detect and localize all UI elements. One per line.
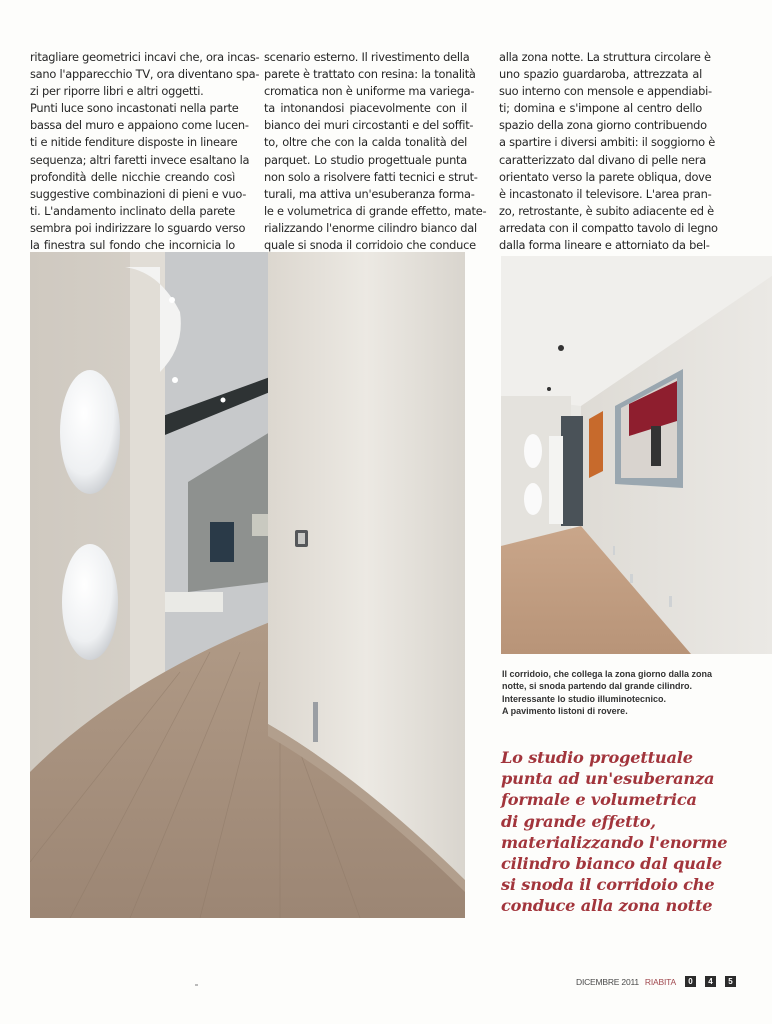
side-corridor-illustration xyxy=(501,256,772,654)
side-corridor-photo xyxy=(501,256,772,654)
article-line: turali, ma attiva un'esuberanza forma- xyxy=(264,186,475,201)
article-column-2 xyxy=(264,49,487,254)
article-line: non solo a risolvere fatti tecnici e strut- xyxy=(264,169,478,184)
article-line: caratterizzato dal divano di pelle nera xyxy=(499,152,706,167)
article-line: le e volumetrica di grande effetto, mate- xyxy=(264,203,487,218)
article-line: ti; domina e s'impone al centro dello xyxy=(499,101,702,116)
magazine-brand: RIABITA xyxy=(644,976,676,987)
article-line: parquet. Lo studio progettuale punta xyxy=(264,152,467,167)
main-corridor-illustration xyxy=(30,252,465,918)
article-line: ta intonandosi piacevolmente con il xyxy=(264,101,467,116)
pull-quote-line: conduce alla zona notte xyxy=(501,896,713,916)
caption-line: notte, si snoda partendo dal grande cilindro. xyxy=(502,681,693,692)
caption-line: Interessante lo studio illuminotecnico. xyxy=(502,693,667,704)
article-line: Punti luce sono incastonati nella parte xyxy=(30,101,239,116)
article-line: suo interno con mensole e appendiabi- xyxy=(499,84,712,99)
pull-quote-line: formale e volumetrica xyxy=(501,790,697,810)
article-line: sequenza; altri faretti invece esaltano la xyxy=(30,152,250,167)
article-line: scenario esterno. Il rivestimento della xyxy=(264,50,470,64)
article-line: ritagliare geometrici incavi che, ora incas- xyxy=(30,50,260,64)
article-line: profondità delle nicchie creando così xyxy=(30,169,235,184)
pull-quote-line: cilindro bianco dal quale xyxy=(501,854,722,874)
article-line: cromatica non è uniforme ma variega- xyxy=(264,84,475,99)
issue-date: DICEMBRE 2011 xyxy=(576,976,639,987)
article-line: orientato verso la parete obliqua, dove xyxy=(499,169,712,184)
caption-line: A pavimento listoni di rovere. xyxy=(502,706,628,717)
article-line: uno spazio guardaroba, attrezzata al xyxy=(499,67,702,82)
article-line: spazio della zona giorno contribuendo xyxy=(499,118,707,133)
article-line: bianco dei muri circostanti e del soffit- xyxy=(264,118,474,133)
article-line: sano l'apparecchio TV, ora diventano spa- xyxy=(30,67,260,82)
article-line: parete è trattato con resina: la tonalità xyxy=(264,67,476,82)
main-corridor-photo xyxy=(30,252,465,918)
article-line: a spartire i diversi ambiti: il soggiorno è xyxy=(499,135,716,150)
article-column-3 xyxy=(499,49,718,254)
article-line: zo, retrostante, è subito adiacente ed è xyxy=(499,203,714,218)
article-line: ti. L'andamento inclinato della parete xyxy=(30,203,235,218)
article-line: alla zona notte. La struttura circolare è xyxy=(499,50,711,64)
article-line: rializzando l'enorme cilindro bianco dal xyxy=(264,220,477,235)
caption-line: Il corridoio, che collega la zona giorno dalla zona xyxy=(502,669,713,679)
page-number-digit: 5 xyxy=(725,976,736,987)
article-line: la finestra sul fondo che incornicia lo xyxy=(30,238,235,253)
article-line: ti e nitide fenditure disposte in lineare xyxy=(30,135,238,150)
pull-quote-line: punta ad un'esuberanza xyxy=(501,769,715,789)
article-line: suggestive combinazioni di pieni e vuo- xyxy=(30,186,247,201)
page-footer xyxy=(576,976,736,987)
article-line: sembra poi indirizzare lo sguardo verso xyxy=(30,220,246,235)
photo-caption xyxy=(502,668,742,718)
article-line: bassa del muro e appaiono come lucen- xyxy=(30,118,249,133)
pull-quote xyxy=(501,747,771,917)
pull-quote-line: di grande effetto, xyxy=(501,811,656,831)
article-line: dalla forma lineare e attorniato da bel- xyxy=(499,238,710,253)
pull-quote-line: materializzando l'enorme xyxy=(501,832,728,852)
pull-quote-line: si snoda il corridoio che xyxy=(501,875,715,895)
article-line: zi per riporre libri e altri oggetti. xyxy=(30,84,204,99)
pull-quote-line: Lo studio progettuale xyxy=(501,748,693,767)
article-line: arredata con il compatto tavolo di legno xyxy=(499,220,718,235)
article-line: è incastonato il televisore. L'area pran- xyxy=(499,186,712,201)
page-number-digit: 0 xyxy=(685,976,696,987)
print-speck xyxy=(195,984,198,986)
page-number-digit: 4 xyxy=(705,976,716,987)
article-column-1 xyxy=(30,49,260,254)
article-line: to, oltre che con la calda tonalità del xyxy=(264,135,467,150)
article-line: quale si snoda il corridoio che conduce xyxy=(264,238,476,253)
